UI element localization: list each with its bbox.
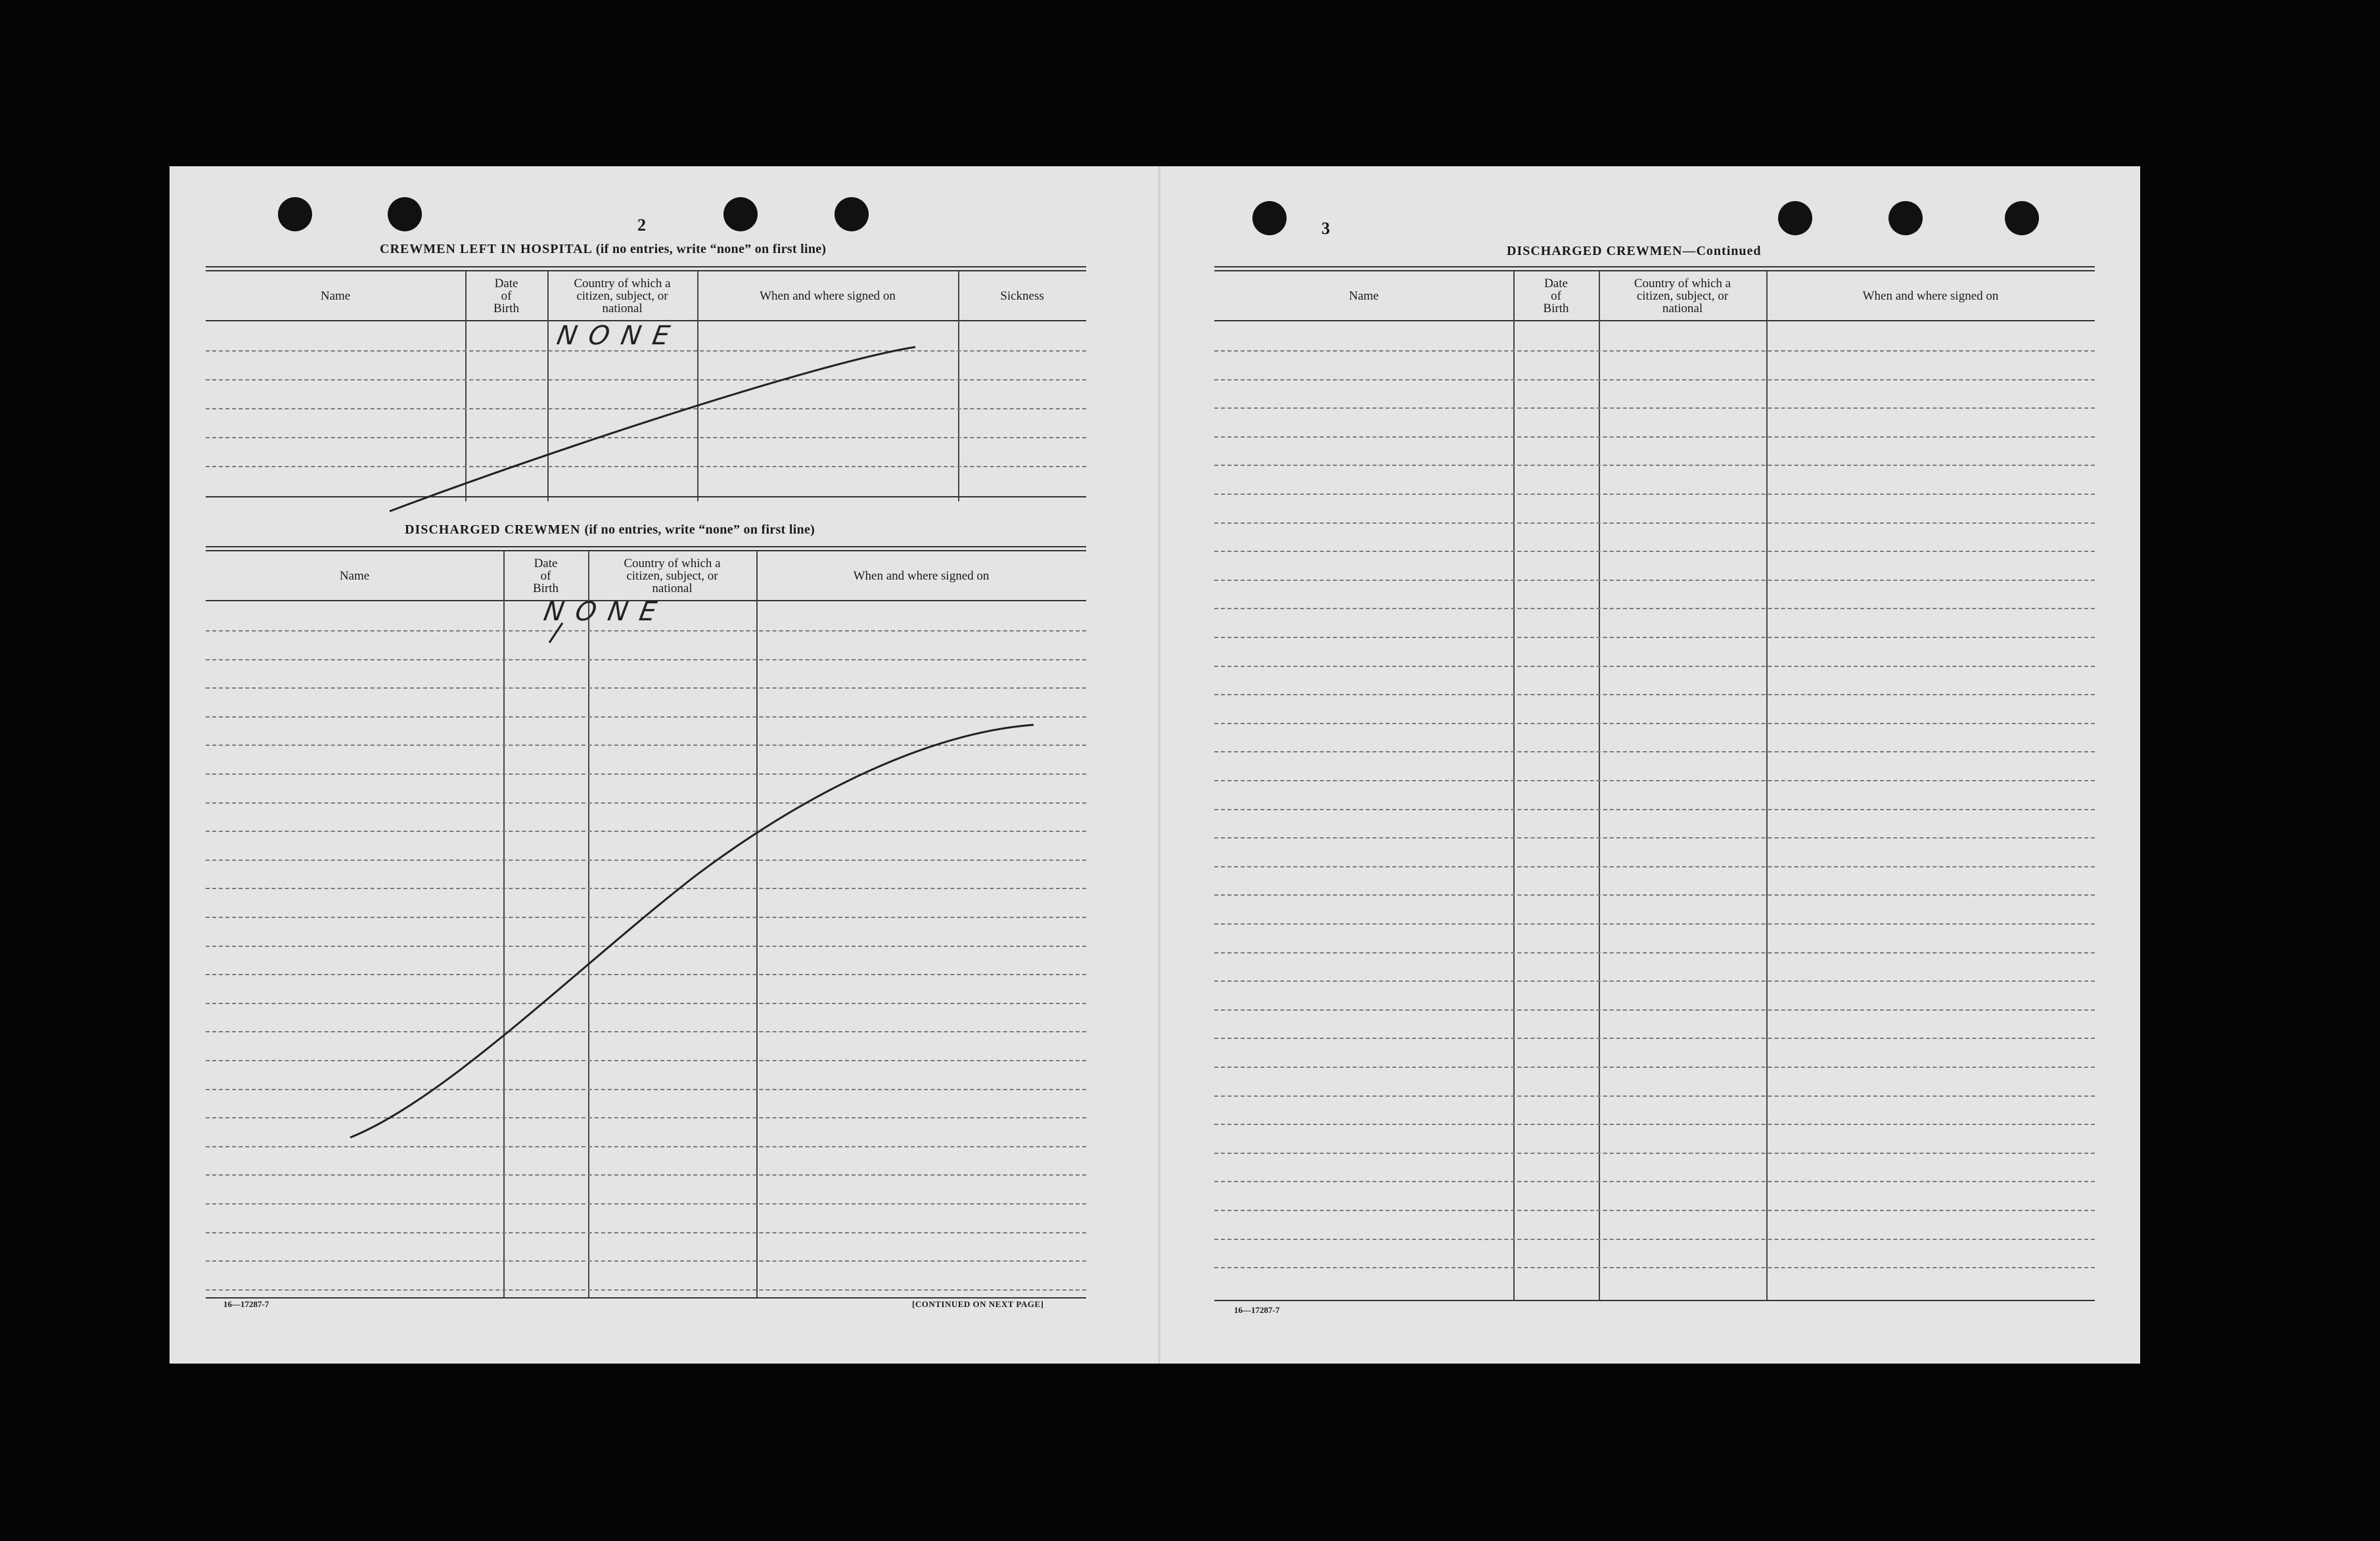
page-number: 3 [1321,219,1330,238]
table-row [206,1117,1086,1118]
table-row [1214,1009,2095,1011]
table-row [206,659,1086,660]
table-row [206,630,1086,632]
table-row [1214,637,2095,638]
table-row [1214,407,2095,409]
table-row [206,946,1086,947]
punch-hole [1778,201,1812,235]
right-page [1160,166,2140,1364]
table-row [206,1060,1086,1061]
discharged-continued-table [1214,266,2095,1015]
table-row [1214,1095,2095,1097]
punch-hole [388,197,422,231]
column-header-country: Country of which a citizen, subject, or national [624,556,721,595]
table-row [1214,1038,2095,1039]
table-row [206,802,1086,804]
table-row [206,466,1086,467]
column-header-country: Country of which a citizen, subject, or national [574,276,671,315]
hospital-title: CREWMEN LEFT IN HOSPITAL [380,242,592,256]
section-title-discharged-continued: DISCHARGED CREWMEN—Continued [1507,244,1762,258]
section-title-hospital [380,242,826,257]
table-row [206,1174,1086,1176]
punch-hole [1888,201,1923,235]
table-row [206,379,1086,380]
table-row [1214,1210,2095,1211]
table-row [1214,666,2095,667]
table-row [206,974,1086,975]
left-page [170,166,1158,1364]
table-row [1214,436,2095,438]
column-header-country: Country of which a citizen, subject, or national [1634,276,1731,315]
column-header-signed-on: When and where signed on [760,288,896,303]
table-row [1214,608,2095,609]
table-row [1214,522,2095,524]
table-row [1214,866,2095,867]
table-row [1214,465,2095,466]
table-row [1214,952,2095,954]
table-row [206,408,1086,409]
table-row [1214,1239,2095,1240]
form-code: 16—17287-7 [1234,1305,1280,1315]
table-row [206,888,1086,889]
column-header-date-of-birth: Date of Birth [532,556,559,595]
hospital-table [206,266,1086,442]
table-row [206,687,1086,689]
table-row [1214,1124,2095,1125]
page-number: 2 [637,216,646,235]
table-row [206,437,1086,438]
table-row [1214,837,2095,839]
table-row [206,1289,1086,1291]
document-spread [170,166,2140,1364]
table-row [1214,1267,2095,1268]
punch-hole [723,197,758,231]
table-row [1214,551,2095,552]
hospital-note: (if no entries, write “none” on first line) [595,242,827,256]
table-row [1214,780,2095,781]
table-row [206,745,1086,746]
column-header-sickness: Sickness [1000,288,1044,303]
column-header-date-of-birth: Date of Birth [1543,276,1569,315]
discharged-table [206,546,1086,1302]
table-row [1214,923,2095,925]
section-title-discharged [405,522,815,538]
column-header-date-of-birth: Date of Birth [493,276,520,315]
table-row [206,716,1086,718]
discharged-note: (if no entries, write “none” on first line) [584,522,815,537]
punch-hole [1252,201,1287,235]
table-row [1214,809,2095,810]
punch-hole [835,197,869,231]
table-row [206,1089,1086,1090]
column-header-name: Name [1348,288,1379,303]
column-header-name: Name [320,288,351,303]
table-row [1214,1181,2095,1182]
form-code: 16—17287-7 [223,1299,269,1309]
table-row [1214,1067,2095,1068]
table-row [1214,980,2095,982]
table-row [206,1260,1086,1262]
table-row [206,1146,1086,1147]
discharged-title: DISCHARGED CREWMEN [405,522,581,537]
table-row [206,1203,1086,1205]
table-row [206,831,1086,832]
table-row [206,1031,1086,1032]
punch-hole [278,197,312,231]
continued-note: [CONTINUED ON NEXT PAGE] [912,1299,1044,1309]
table-row [206,1232,1086,1233]
handwritten-none-discharged: NONE [541,597,671,627]
table-row [1214,1153,2095,1154]
column-header-signed-on: When and where signed on [1862,288,1999,303]
table-row [1214,379,2095,380]
table-row [1214,723,2095,724]
table-row [1214,350,2095,352]
table-row [206,917,1086,918]
table-row [1214,694,2095,695]
table-row [1214,751,2095,752]
table-row [1214,894,2095,896]
column-header-name: Name [339,568,370,583]
table-row [1214,494,2095,495]
handwritten-none-hospital: NONE [554,321,684,351]
punch-hole [2005,201,2039,235]
column-header-signed-on: When and where signed on [853,568,990,583]
table-row [1214,580,2095,581]
table-row [206,1003,1086,1004]
table-row [206,773,1086,775]
table-row [206,860,1086,861]
